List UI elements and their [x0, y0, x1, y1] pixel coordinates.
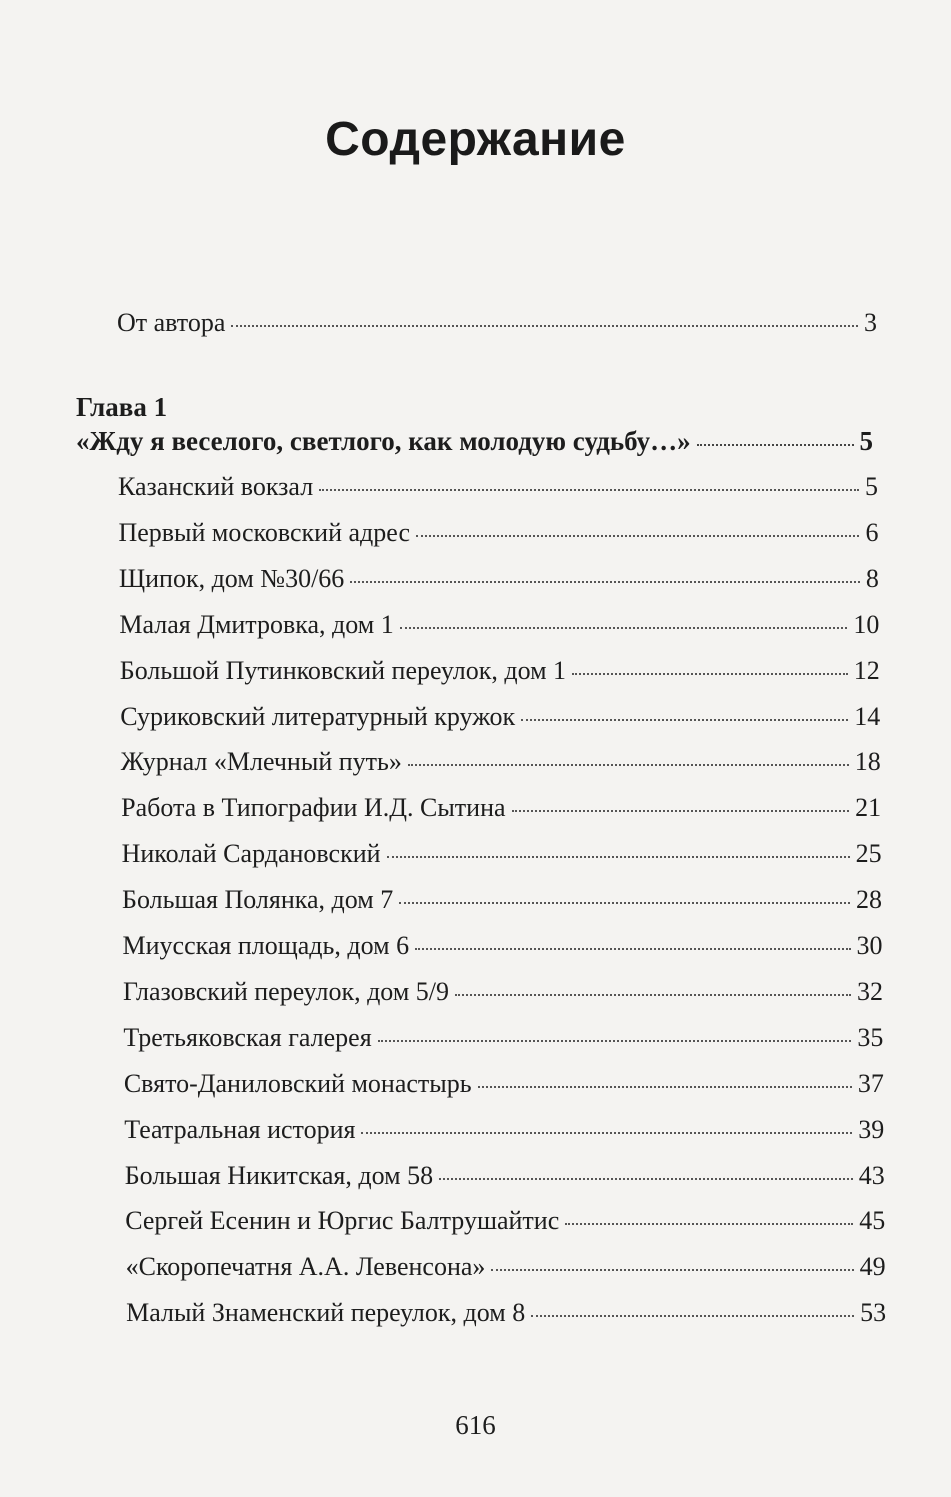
- toc-entry-page: 10: [853, 609, 880, 639]
- toc-entry-page: 21: [855, 793, 882, 823]
- toc-entry-label: Большая Никитская, дом 58: [124, 1160, 434, 1190]
- toc-entry: [121, 745, 881, 779]
- toc-entry: [118, 470, 878, 504]
- toc-entry: [125, 1159, 885, 1193]
- dot-leader: [521, 719, 848, 721]
- toc-entry: [123, 975, 883, 1009]
- toc-entry-page: 32: [856, 976, 883, 1006]
- toc-entry-label: «Скоропечатня А.А. Левенсона»: [125, 1252, 486, 1282]
- toc-entry-label: Сергей Есенин и Юргис Балтрушайтис: [125, 1206, 560, 1236]
- toc-entry-label: Малая Дмитровка, дом 1: [119, 609, 394, 639]
- dot-leader: [350, 581, 860, 583]
- toc-entry-label: Николай Сардановский: [121, 839, 381, 869]
- dot-leader: [478, 1086, 852, 1088]
- chapter-title: «Жду я веселого, светлого, как молодую судьбу…»: [76, 426, 691, 456]
- toc-entry-page: 53: [860, 1298, 887, 1328]
- dot-leader: [491, 1269, 853, 1271]
- toc-entry-label: Малый Знаменский переулок, дом 8: [126, 1298, 526, 1328]
- toc-entry-page: 6: [865, 517, 879, 547]
- dot-leader: [531, 1315, 854, 1317]
- toc-entry-label: Первый московский адрес: [118, 517, 410, 547]
- toc-entry-label: Работа в Типографии И.Д. Сытина: [121, 793, 506, 823]
- toc-entry-label: Журнал «Млечный путь»: [120, 747, 402, 777]
- toc-entry: [126, 1250, 886, 1284]
- chapter-label: Глава 1: [76, 392, 168, 422]
- toc-entry-page: 49: [859, 1252, 886, 1282]
- toc-entry-label: От автора: [117, 308, 226, 337]
- toc-entry: [124, 1113, 884, 1147]
- toc-entry: [121, 791, 881, 825]
- toc-entry-page: 37: [857, 1068, 884, 1098]
- toc-entry: [119, 562, 879, 596]
- toc-entry-page: 5: [865, 472, 878, 501]
- toc-entry: [126, 1296, 886, 1330]
- chapter-page: 5: [859, 426, 873, 456]
- toc-entry-page: 8: [865, 563, 879, 593]
- toc-entry: [124, 1067, 884, 1101]
- toc-entry-page: 39: [858, 1114, 885, 1144]
- page-number: 616: [455, 1410, 496, 1440]
- toc-entry: [122, 883, 882, 917]
- toc-entry-page: 28: [856, 885, 883, 915]
- dot-leader: [439, 1178, 853, 1180]
- dot-leader: [408, 764, 849, 766]
- toc-intro-entry: [117, 306, 877, 340]
- toc-entry: [123, 1021, 883, 1055]
- dot-leader: [416, 535, 859, 537]
- toc-entry-page: 45: [859, 1206, 886, 1236]
- toc-entry-label: Большой Путинковский переулок, дом 1: [119, 655, 567, 685]
- toc-entry-label: Миусская площадь, дом 6: [122, 931, 410, 960]
- toc-entry-label: Щипок, дом №30/66: [118, 563, 345, 593]
- toc-entry-label: Глазовский переулок, дом 5/9: [122, 976, 449, 1006]
- toc-entry: [122, 837, 882, 871]
- toc-entry: [120, 654, 880, 688]
- dot-leader: [387, 856, 850, 858]
- toc-entry-label: Третьяковская галерея: [123, 1022, 372, 1052]
- dot-leader: [231, 325, 858, 327]
- toc-entry: [118, 516, 878, 550]
- toc-entry: [123, 929, 883, 963]
- dot-leader: [512, 810, 850, 812]
- dot-leader: [361, 1132, 852, 1134]
- dot-leader: [400, 627, 848, 629]
- toc-entry-label: Казанский вокзал: [118, 472, 314, 501]
- chapter-title-entry: [76, 424, 873, 458]
- dot-leader: [565, 1223, 853, 1225]
- dot-leader: [399, 902, 850, 904]
- toc-entry-page: 25: [855, 839, 882, 869]
- toc-entry: [119, 608, 879, 642]
- dot-leader: [455, 994, 851, 996]
- toc-entry-page: 3: [864, 308, 877, 337]
- toc-entry-page: 30: [856, 931, 883, 960]
- toc-entry-page: 12: [853, 655, 880, 685]
- dot-leader: [415, 948, 850, 950]
- toc-entry-page: 14: [854, 701, 881, 731]
- toc-entry-label: Большая Полянка, дом 7: [122, 885, 394, 915]
- dot-leader: [319, 489, 859, 491]
- toc-entry-label: Суриковский литературный кружок: [120, 701, 516, 731]
- toc-entry: [125, 1204, 885, 1238]
- toc-entry-page: 43: [858, 1160, 885, 1190]
- toc-entry: [120, 700, 880, 734]
- dot-leader: [378, 1040, 852, 1042]
- page-title: Содержание: [325, 113, 626, 166]
- dot-leader: [697, 444, 854, 446]
- toc-entry-page: 18: [854, 747, 881, 777]
- toc-entry-label: Театральная история: [124, 1114, 356, 1144]
- dot-leader: [572, 673, 848, 675]
- toc-entry-label: Свято-Даниловский монастырь: [123, 1068, 472, 1098]
- toc-entry-page: 35: [857, 1022, 884, 1052]
